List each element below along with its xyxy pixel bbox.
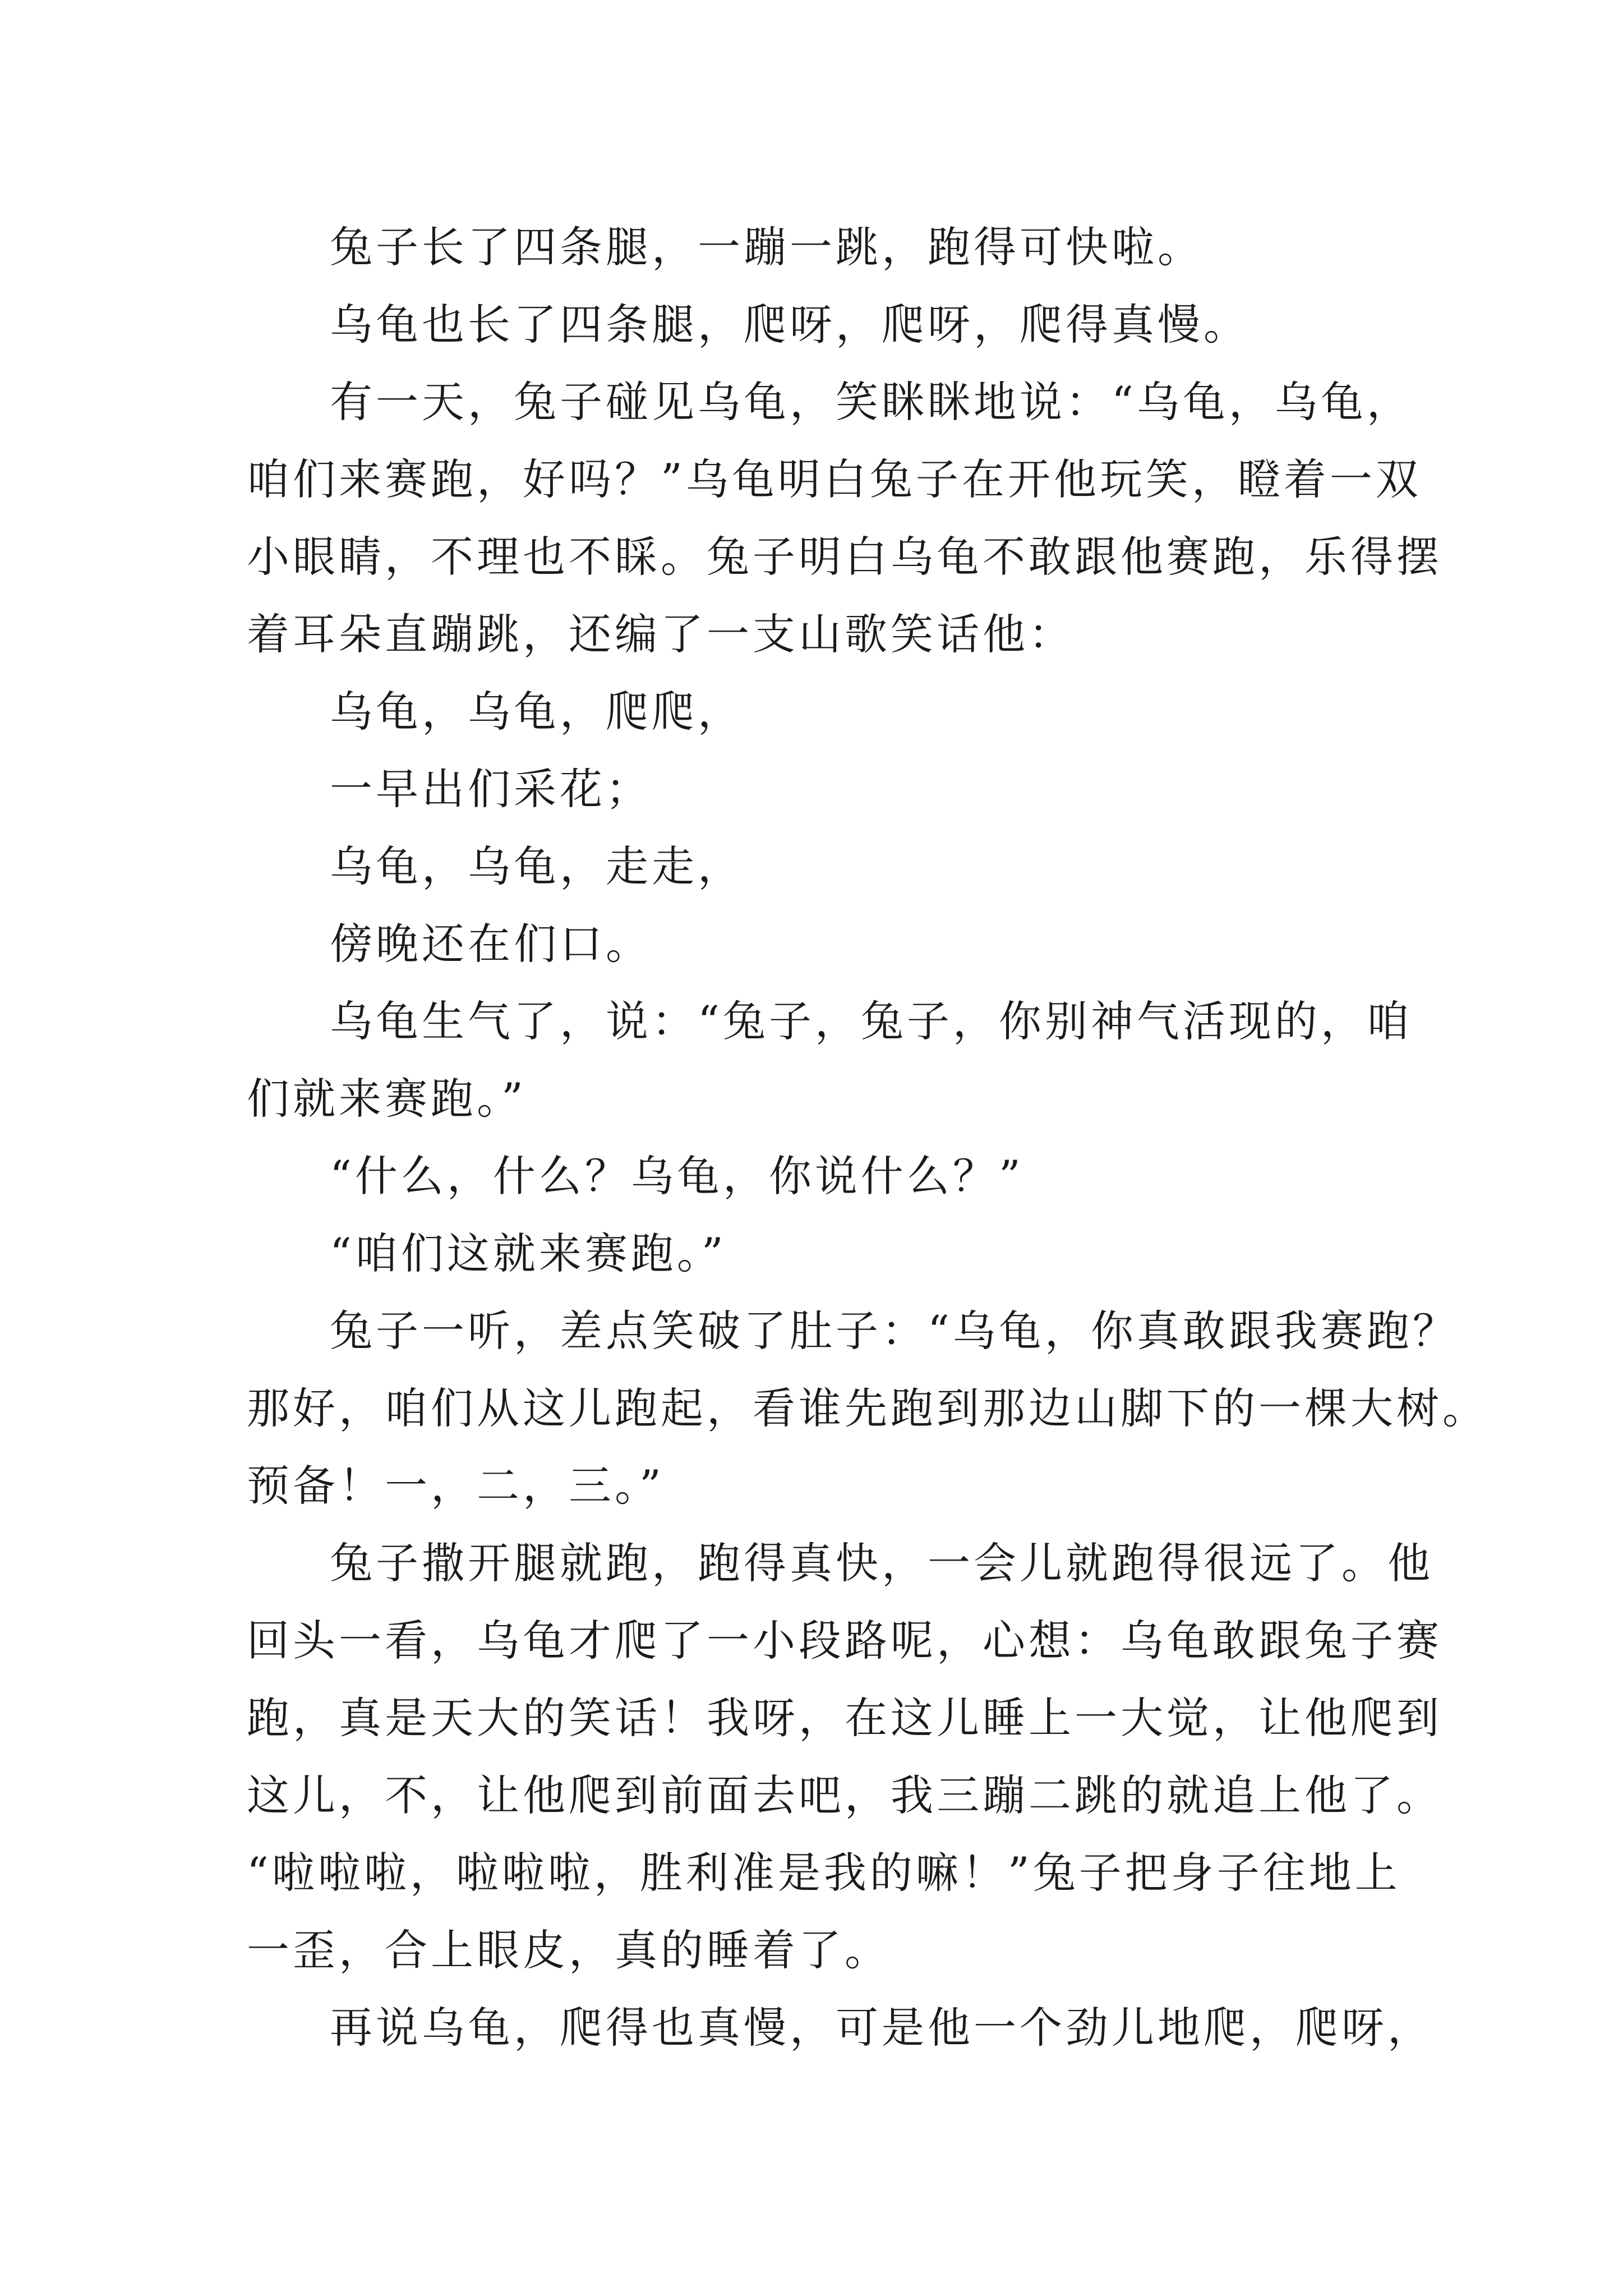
dialogue-line: “什么，什么？乌龟，你说什么？” [330, 1151, 1024, 1201]
text-line: 咱们来赛跑，好吗？”乌龟明白兔子在开他玩笑，瞪着一双 [247, 454, 1422, 504]
story-text [247, 209, 1488, 2067]
text-line: 兔子一听，差点笑破了肚子：“乌龟，你真敢跟我赛跑？ [330, 1306, 1459, 1356]
song-line: 一早出们采花； [330, 764, 652, 814]
dialogue-line: “咱们这就来赛跑。” [330, 1228, 727, 1278]
text-line: 预备！一，二，三。” [247, 1461, 665, 1511]
text-line: 再说乌龟，爬得也真慢，可是他一个劲儿地爬，爬呀， [330, 2003, 1433, 2053]
text-line: 乌龟也长了四条腿，爬呀，爬呀，爬得真慢。 [330, 300, 1249, 349]
text-line: 这儿，不，让他爬到前面去吧，我三蹦二跳的就追上他了。 [247, 1770, 1442, 1820]
song-line: 乌龟，乌龟，走走， [330, 841, 744, 891]
text-line: 乌龟生气了，说：“兔子，兔子，你别神气活现的，咱 [330, 996, 1413, 1046]
song-line: 乌龟，乌龟，爬爬， [330, 687, 744, 737]
text-line: 有一天，兔子碰见乌龟，笑眯眯地说：“乌龟，乌龟， [330, 377, 1413, 427]
text-line: 着耳朵直蹦跳，还编了一支山歌笑话他： [247, 609, 1075, 659]
text-line: 兔子长了四条腿，一蹦一跳，跑得可快啦。 [330, 222, 1204, 272]
text-line: 那好，咱们从这儿跑起，看谁先跑到那边山脚下的一棵大树。 [247, 1383, 1488, 1433]
text-line: 跑，真是天大的笑话！我呀，在这儿睡上一大觉，让他爬到 [247, 1693, 1442, 1743]
text-line: “啦啦啦，啦啦啦，胜利准是我的嘛！”兔子把身子往地上 [247, 1848, 1401, 1898]
text-line: 兔子撒开腿就跑，跑得真快，一会儿就跑得很远了。他 [330, 1538, 1433, 1588]
text-line: 一歪，合上眼皮，真的睡着了。 [247, 1925, 891, 1975]
text-line: 回头一看，乌龟才爬了一小段路呢，心想：乌龟敢跟兔子赛 [247, 1616, 1442, 1665]
song-line: 傍晚还在们口。 [330, 919, 652, 969]
text-line: 小眼睛，不理也不睬。兔子明白乌龟不敢跟他赛跑，乐得摆 [247, 532, 1442, 582]
text-line: 们就来赛跑。” [247, 1074, 527, 1124]
